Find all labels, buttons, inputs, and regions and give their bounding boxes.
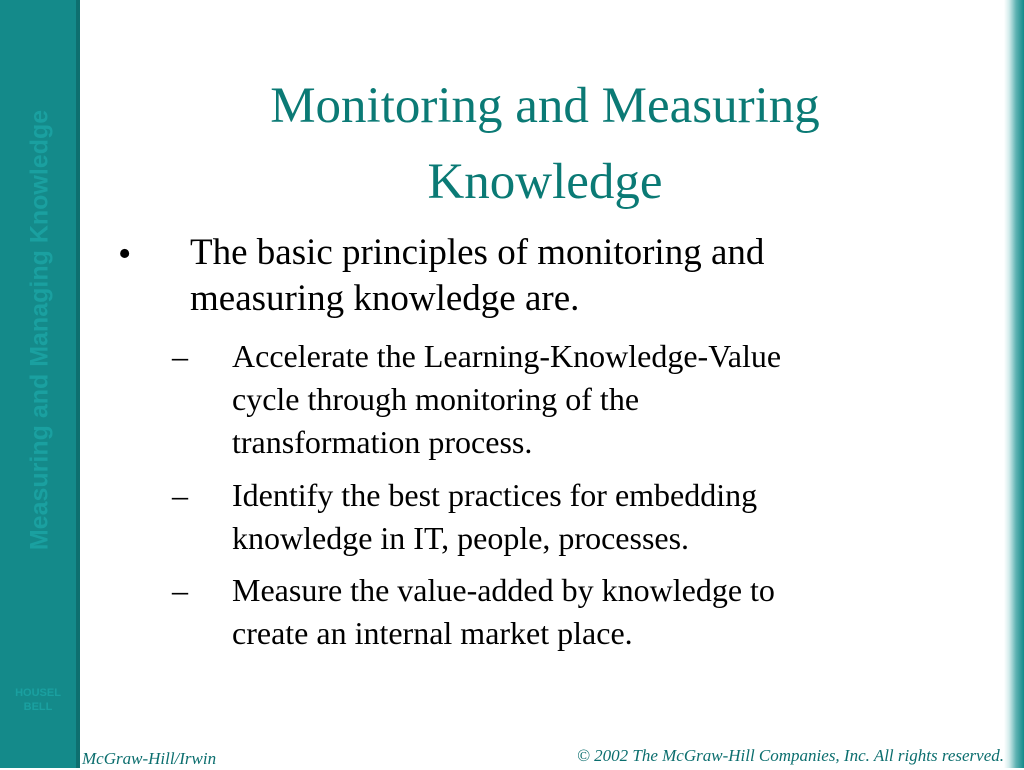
slide-title-line2: Knowledge — [427, 154, 663, 210]
sub-bullet-1-line1: Accelerate the Learning-Knowledge-Value — [232, 338, 782, 374]
main-bullet-line1: The basic principles of monitoring and — [190, 232, 765, 273]
sub-bullet-marker: – — [172, 572, 188, 608]
author-logo-line2: BELL — [23, 701, 53, 713]
sub-bullet-2-line2: knowledge in IT, people, processes. — [232, 520, 690, 556]
right-border-gradient — [1004, 0, 1024, 768]
sidebar-band — [0, 0, 76, 768]
sub-bullet-3-line2: create an internal market place. — [232, 615, 633, 651]
sub-bullet-2 — [232, 474, 932, 560]
sub-bullet-3 — [232, 569, 932, 655]
main-bullet — [190, 230, 930, 322]
main-bullet-line2: measuring knowledge are. — [190, 278, 580, 319]
sub-bullet-2-line1: Identify the best practices for embedding — [232, 477, 758, 513]
sub-bullet-marker: – — [172, 477, 188, 513]
author-logo-line1: HOUSEL — [15, 687, 61, 699]
sub-bullet-marker: – — [172, 338, 188, 374]
bullet-marker: • — [118, 233, 132, 275]
sub-bullet-1 — [232, 335, 932, 464]
slide-title — [130, 68, 960, 220]
sub-bullet-1-line3: transformation process. — [232, 424, 533, 460]
sub-bullet-1-line2: cycle through monitoring of the — [232, 381, 640, 417]
author-logo — [0, 686, 76, 714]
footer-publisher: McGraw-Hill/Irwin — [82, 749, 217, 768]
footer-copyright: © 2002 The McGraw-Hill Companies, Inc. All rights reserved. — [576, 746, 1004, 765]
sub-bullet-3-line1: Measure the value-added by knowledge to — [232, 572, 775, 608]
sidebar-edge — [76, 0, 80, 768]
sidebar-vertical-title: Measuring and Managing Knowledge — [25, 109, 54, 551]
slide-title-line1: Monitoring and Measuring — [270, 78, 820, 134]
